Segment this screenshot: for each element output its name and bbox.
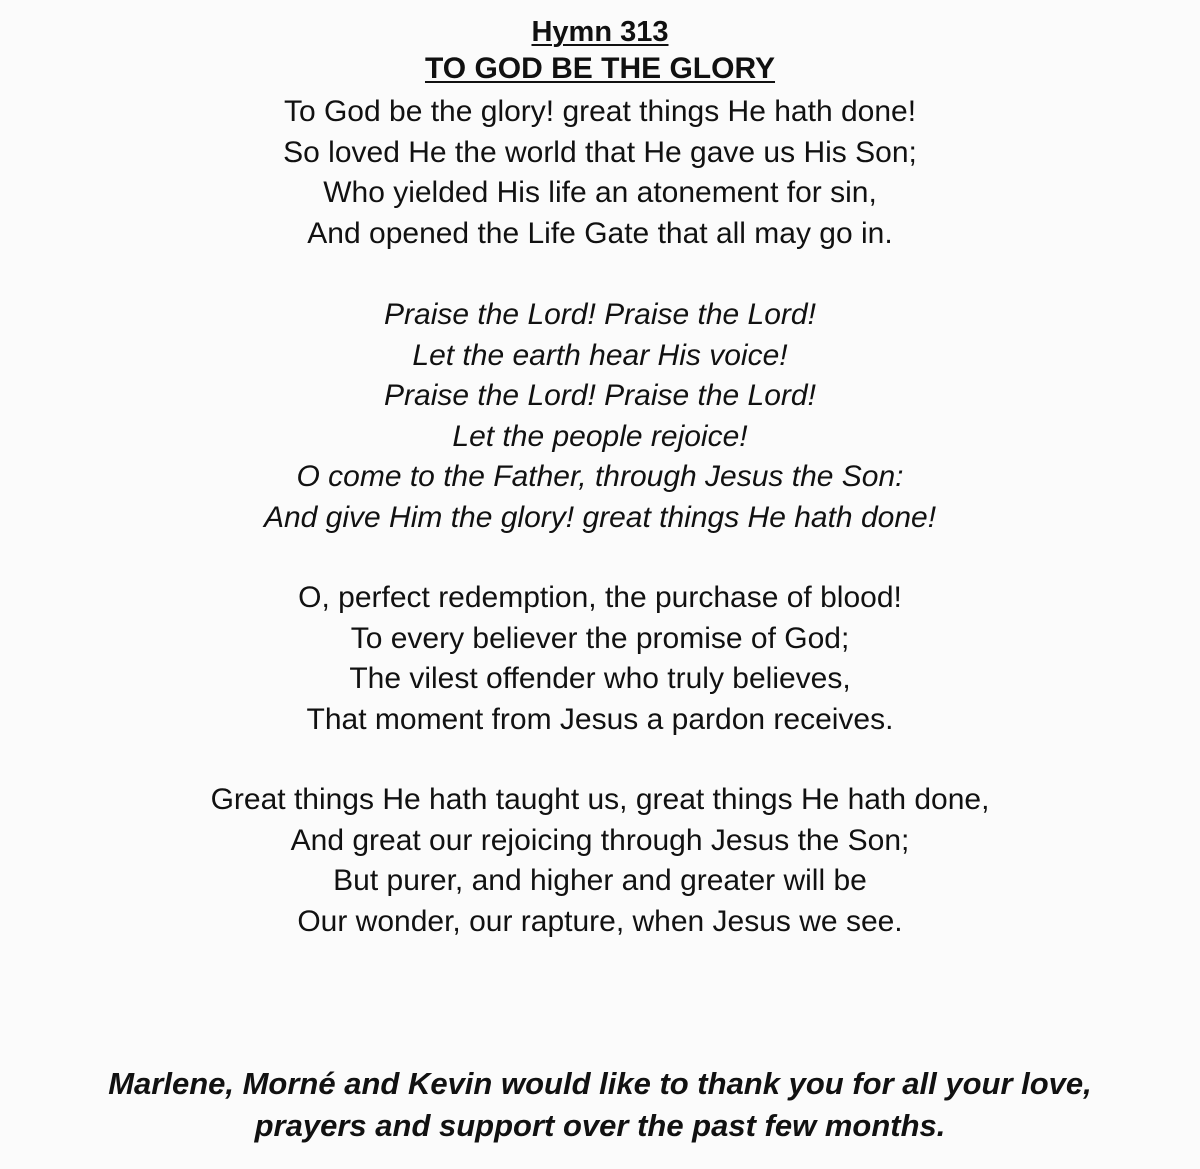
verse-line: Our wonder, our rapture, when Jesus we see. (297, 904, 903, 938)
chorus-line: Let the people rejoice! (452, 419, 748, 453)
verse-line: O, perfect redemption, the purchase of blood! (298, 581, 902, 614)
verse-1 (0, 92, 1200, 254)
chorus-line: Praise the Lord! Praise the Lord! (384, 379, 816, 412)
hymn-title: TO GOD BE THE GLORY (424, 52, 776, 85)
chorus (0, 295, 1200, 538)
thank-you-note (0, 1063, 1200, 1147)
verse-line: And great our rejoicing through Jesus the Son; (290, 823, 910, 857)
verse-line: So loved He the world that He gave us His Son; (283, 135, 917, 169)
thank-you-line: prayers and support over the past few months. (254, 1108, 946, 1143)
chorus-line: O come to the Father, through Jesus the Son: (296, 460, 904, 493)
thank-you-line: Marlene, Morné and Kevin would like to thank you for all your love, (108, 1066, 1092, 1101)
verse-line: And opened the Life Gate that all may go in. (307, 216, 893, 250)
verse-3 (0, 780, 1200, 942)
verse-line: The vilest offender who truly believes, (349, 662, 851, 695)
verse-line: Great things He hath taught us, great things He hath done, (210, 783, 990, 816)
chorus-line: Let the earth hear His voice! (412, 338, 788, 372)
hymn-heading (0, 14, 1200, 88)
verse-line: But purer, and higher and greater will be (333, 864, 867, 897)
verse-line: Who yielded His life an atonement for sin, (323, 176, 877, 209)
chorus-line: And give Him the glory! great things He hath done! (263, 500, 937, 534)
hymn-number: Hymn 313 (531, 16, 669, 48)
verse-line: That moment from Jesus a pardon receives. (306, 702, 894, 736)
chorus-line: Praise the Lord! Praise the Lord! (384, 298, 816, 331)
verse-line: To God be the glory! great things He hath done! (283, 95, 917, 128)
verse-line: To every believer the promise of God; (350, 621, 850, 655)
verse-2 (0, 578, 1200, 740)
